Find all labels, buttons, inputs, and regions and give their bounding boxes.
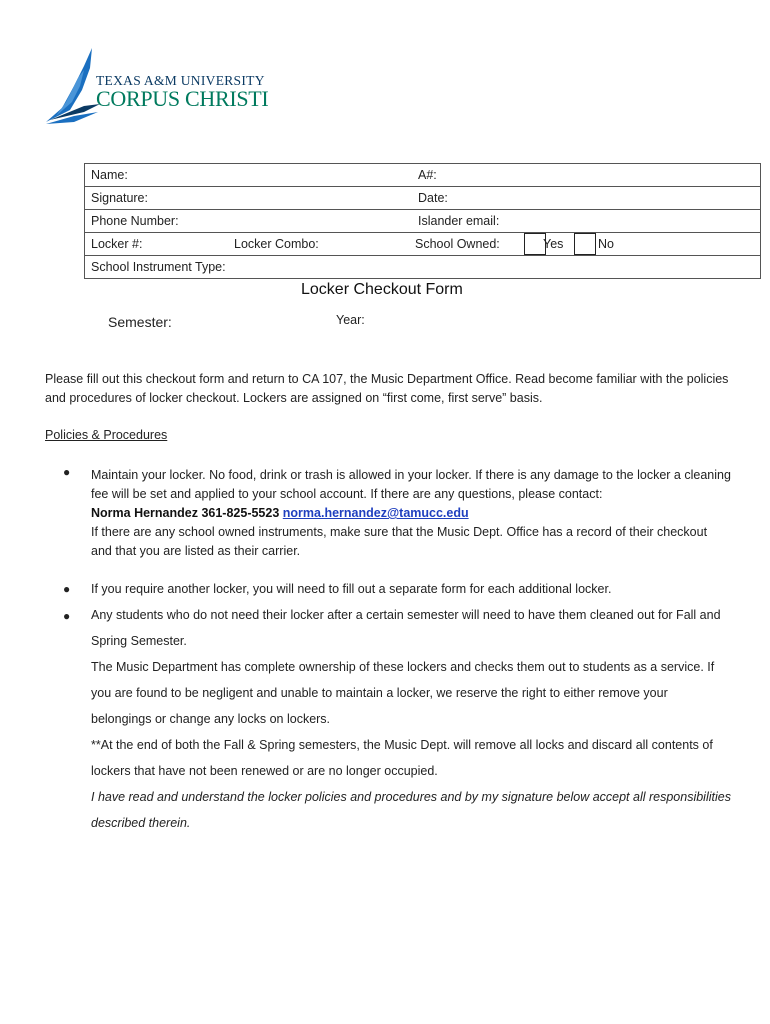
table-row (85, 210, 761, 233)
locker-number-label: Locker #: (91, 237, 143, 251)
policy-text: Any students who do not need their locker after a certain semester will need to have them cleaned out for Fall and Spring Semester. (91, 608, 721, 648)
intro-paragraph: Please fill out this checkout form and return to CA 107, the Music Department Office. Read become familiar with the policies and procedures of locker checkout. Lockers are assigned on “first come, first serve” basis. (45, 372, 729, 405)
wing-icon (44, 46, 104, 126)
policy-text: If you require another locker, you will need to fill out a separate form for each additional locker. (91, 582, 612, 596)
name-cell[interactable] (85, 164, 761, 187)
signature-label: Signature: (91, 191, 148, 205)
no-label: No (598, 237, 614, 251)
student-info-table (84, 163, 761, 279)
email-label: Islander email: (418, 214, 500, 228)
table-row (85, 187, 761, 210)
policies-heading: Policies & Procedures (45, 428, 168, 442)
locker-combo-label: Locker Combo: (234, 237, 319, 251)
policy-text-ownership: The Music Department has complete ownership of these lockers and checks them out to students as a service. If you are found to be negligent and unable to maintain a locker, we reserve the right to either remove your belongings or change any locks on lockers. (91, 660, 715, 726)
instrument-type-label: School Instrument Type: (91, 260, 226, 274)
year-label: Year: (336, 313, 365, 327)
bullet-icon: ● (63, 609, 71, 623)
signature-cell[interactable] (85, 187, 761, 210)
acknowledgement-text: I have read and understand the locker policies and procedures and by my signature below accept all responsibilities described therein. (91, 790, 731, 830)
table-row (85, 233, 761, 256)
phone-label: Phone Number: (91, 214, 179, 228)
a-number-label: A#: (418, 168, 437, 182)
date-label: Date: (418, 191, 448, 205)
semester-label: Semester: (108, 314, 172, 330)
phone-cell[interactable] (85, 210, 761, 233)
logo-line-1: TEXAS A&M UNIVERSITY (96, 73, 265, 88)
instrument-cell[interactable] (85, 256, 761, 279)
logo-line-2: CORPUS CHRISTI (96, 86, 269, 111)
name-label: Name: (91, 168, 128, 182)
policy-text: Maintain your locker. No food, drink or trash is allowed in your locker. If there is any damage to the locker a cleaning fee will be set and applied to your school account. If there are any questions, please contact: (91, 468, 731, 501)
contact-name: Norma Hernandez 361-825-5523 (91, 506, 280, 520)
school-owned-label: School Owned: (415, 237, 500, 251)
policy-text-extra: If there are any school owned instruments, make sure that the Music Dept. Office has a record of their checkout and that you are listed as their carrier. (91, 525, 708, 558)
table-row (85, 256, 761, 279)
form-title: Locker Checkout Form (301, 281, 463, 298)
policy-text-end-of-semester: **At the end of both the Fall & Spring semesters, the Music Dept. will remove all locks and discard all contents of lockers that have not been renewed or are no longer occupied. (91, 738, 713, 778)
table-row (85, 164, 761, 187)
no-checkbox[interactable] (574, 233, 596, 255)
contact-email-link[interactable]: norma.hernandez@tamucc.edu (282, 506, 469, 520)
bullet-icon: ● (63, 465, 71, 479)
university-logo (44, 46, 284, 126)
locker-cell[interactable] (85, 233, 761, 256)
yes-label: Yes (543, 237, 564, 251)
bullet-icon: ● (63, 582, 71, 596)
